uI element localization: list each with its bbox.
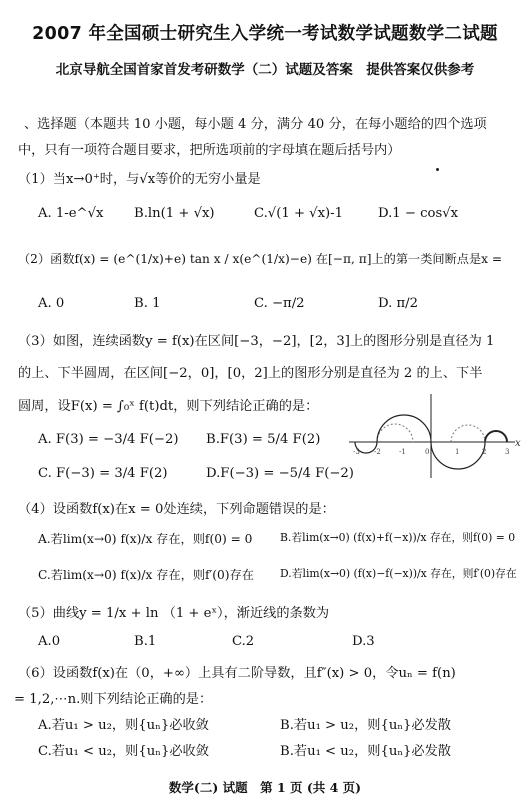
page-title: 2007 年全国硕士研究生入学统一考试数学试题数学二试题 xyxy=(32,24,498,44)
graph-semicircle-far-right xyxy=(485,431,507,442)
graph-semicircle-right-dashed xyxy=(451,425,485,442)
question-6-stem-line2: = 1,2,⋯n.则下列结论正确的是： xyxy=(14,692,213,707)
page-footer: 数学(二) 试题 第 1 页 (共 4 页) xyxy=(168,780,362,795)
graph-tick-label: 0 xyxy=(425,448,430,456)
section-intro-line1: 、选择题（本题共 10 小题，每小题 4 分，满分 40 分，在每小题给的四个选项 xyxy=(24,117,487,132)
question-2-option-b: B. 1 xyxy=(134,296,161,311)
question-2-option-d: D. π/2 xyxy=(378,296,418,311)
graph-tick-label: -1 xyxy=(399,448,406,456)
question-3-option-c: C. F(−3) = 3/4 F(2) xyxy=(38,466,168,481)
question-3-stem-line1: （3）如图，连续函数y = f(x)在区间[−3，−2]，[2，3]上的图形分别是直径为 1 xyxy=(18,334,495,349)
question-3-stem-line2: 的上、下半圆周，在区间[−2，0]，[0，2]上的图形分别是直径为 2 的上、下半 xyxy=(18,366,483,381)
section-intro-line2: 中，只有一项符合题目要求，把所选项前的字母填在题后括号内） xyxy=(18,143,401,158)
question-5-option-d: D.3 xyxy=(352,634,375,649)
question-3-option-b: B.F(3) = 5/4 F(2) xyxy=(206,432,321,447)
question-6-stem-line1: （6）设函数f(x)在（0，+∞）上具有二阶导数，且f″(x) > 0，令uₙ = f(n) xyxy=(18,666,456,681)
question-6-option-a: A.若u₁ > u₂，则{uₙ}必收敛 xyxy=(38,718,209,733)
question-5-option-c: C.2 xyxy=(232,634,255,649)
question-3-stem-line3: 圆周，设F(x) = ∫₀ˣ f(t)dt，则下列结论正确的是： xyxy=(18,399,319,414)
graph-tick-label: 2 xyxy=(482,448,487,456)
page-subtitle: 北京导航全国首家首发考研数学（二）试题及答案 提供答案仅供参考 xyxy=(55,62,475,78)
question-4-stem: （4）设函数f(x)在x = 0处连续，下列命题错误的是： xyxy=(18,502,335,517)
question-4-option-c: C.若lim(x→0) f(x)/x 存在，则f′(0)存在 xyxy=(38,568,254,582)
question-4-option-d: D.若lim(x→0) (f(x)−f(−x))/x 存在，则f′(0)存在 xyxy=(280,567,517,580)
graph-tick-label: -2 xyxy=(374,448,381,456)
question-3-option-d: D.F(−3) = −5/4 F(−2) xyxy=(206,466,354,481)
question-2-stem: （2）函数f(x) = (e^(1/x)+e) tan x / x(e^(1/x)−e) 在[−π, π]上的第一类间断点是x = xyxy=(18,252,503,266)
graph-semicircle-left xyxy=(377,415,431,442)
question-1-option-c: C.√(1 + √x)-1 xyxy=(254,206,344,221)
question-6-option-d: B.若u₁ < u₂，则{uₙ}必发散 xyxy=(280,744,451,759)
question-1-option-d: D.1 − cos√x xyxy=(378,206,459,221)
question-2-option-c: C. −π/2 xyxy=(254,296,305,311)
graph-tick-label: 1 xyxy=(455,448,460,456)
question-6-option-c: C.若u₁ < u₂，则{uₙ}必收敛 xyxy=(38,744,209,759)
stray-dot xyxy=(436,168,439,171)
question-5-option-b: B.1 xyxy=(134,634,157,649)
question-6-option-b: B.若u₁ > u₂，则{uₙ}必发散 xyxy=(280,718,451,733)
question-5-stem: （5）曲线y = 1/x + ln （1 + eˣ），渐近线的条数为 xyxy=(18,606,330,621)
question-1-stem: （1）当x→0⁺时，与√x等价的无穷小量是 xyxy=(18,172,261,187)
graph-axis-label: x xyxy=(515,438,521,449)
question-4-option-a: A.若lim(x→0) f(x)/x 存在，则f(0) = 0 xyxy=(38,532,253,546)
question-3-option-a: A. F(3) = −3/4 F(−2) xyxy=(38,432,179,447)
graph-tick-label: 3 xyxy=(505,448,510,456)
graph-tick-label: -3 xyxy=(353,448,360,456)
question-3-graph xyxy=(347,390,525,480)
question-5-option-a: A.0 xyxy=(38,634,61,649)
question-4-option-b: B.若lim(x→0) (f(x)+f(−x))/x 存在，则f(0) = 0 xyxy=(280,531,516,544)
question-1-option-b: B.ln(1 + √x) xyxy=(134,206,215,221)
question-1-option-a: A. 1-e^√x xyxy=(38,206,104,221)
question-2-option-a: A. 0 xyxy=(38,296,65,311)
